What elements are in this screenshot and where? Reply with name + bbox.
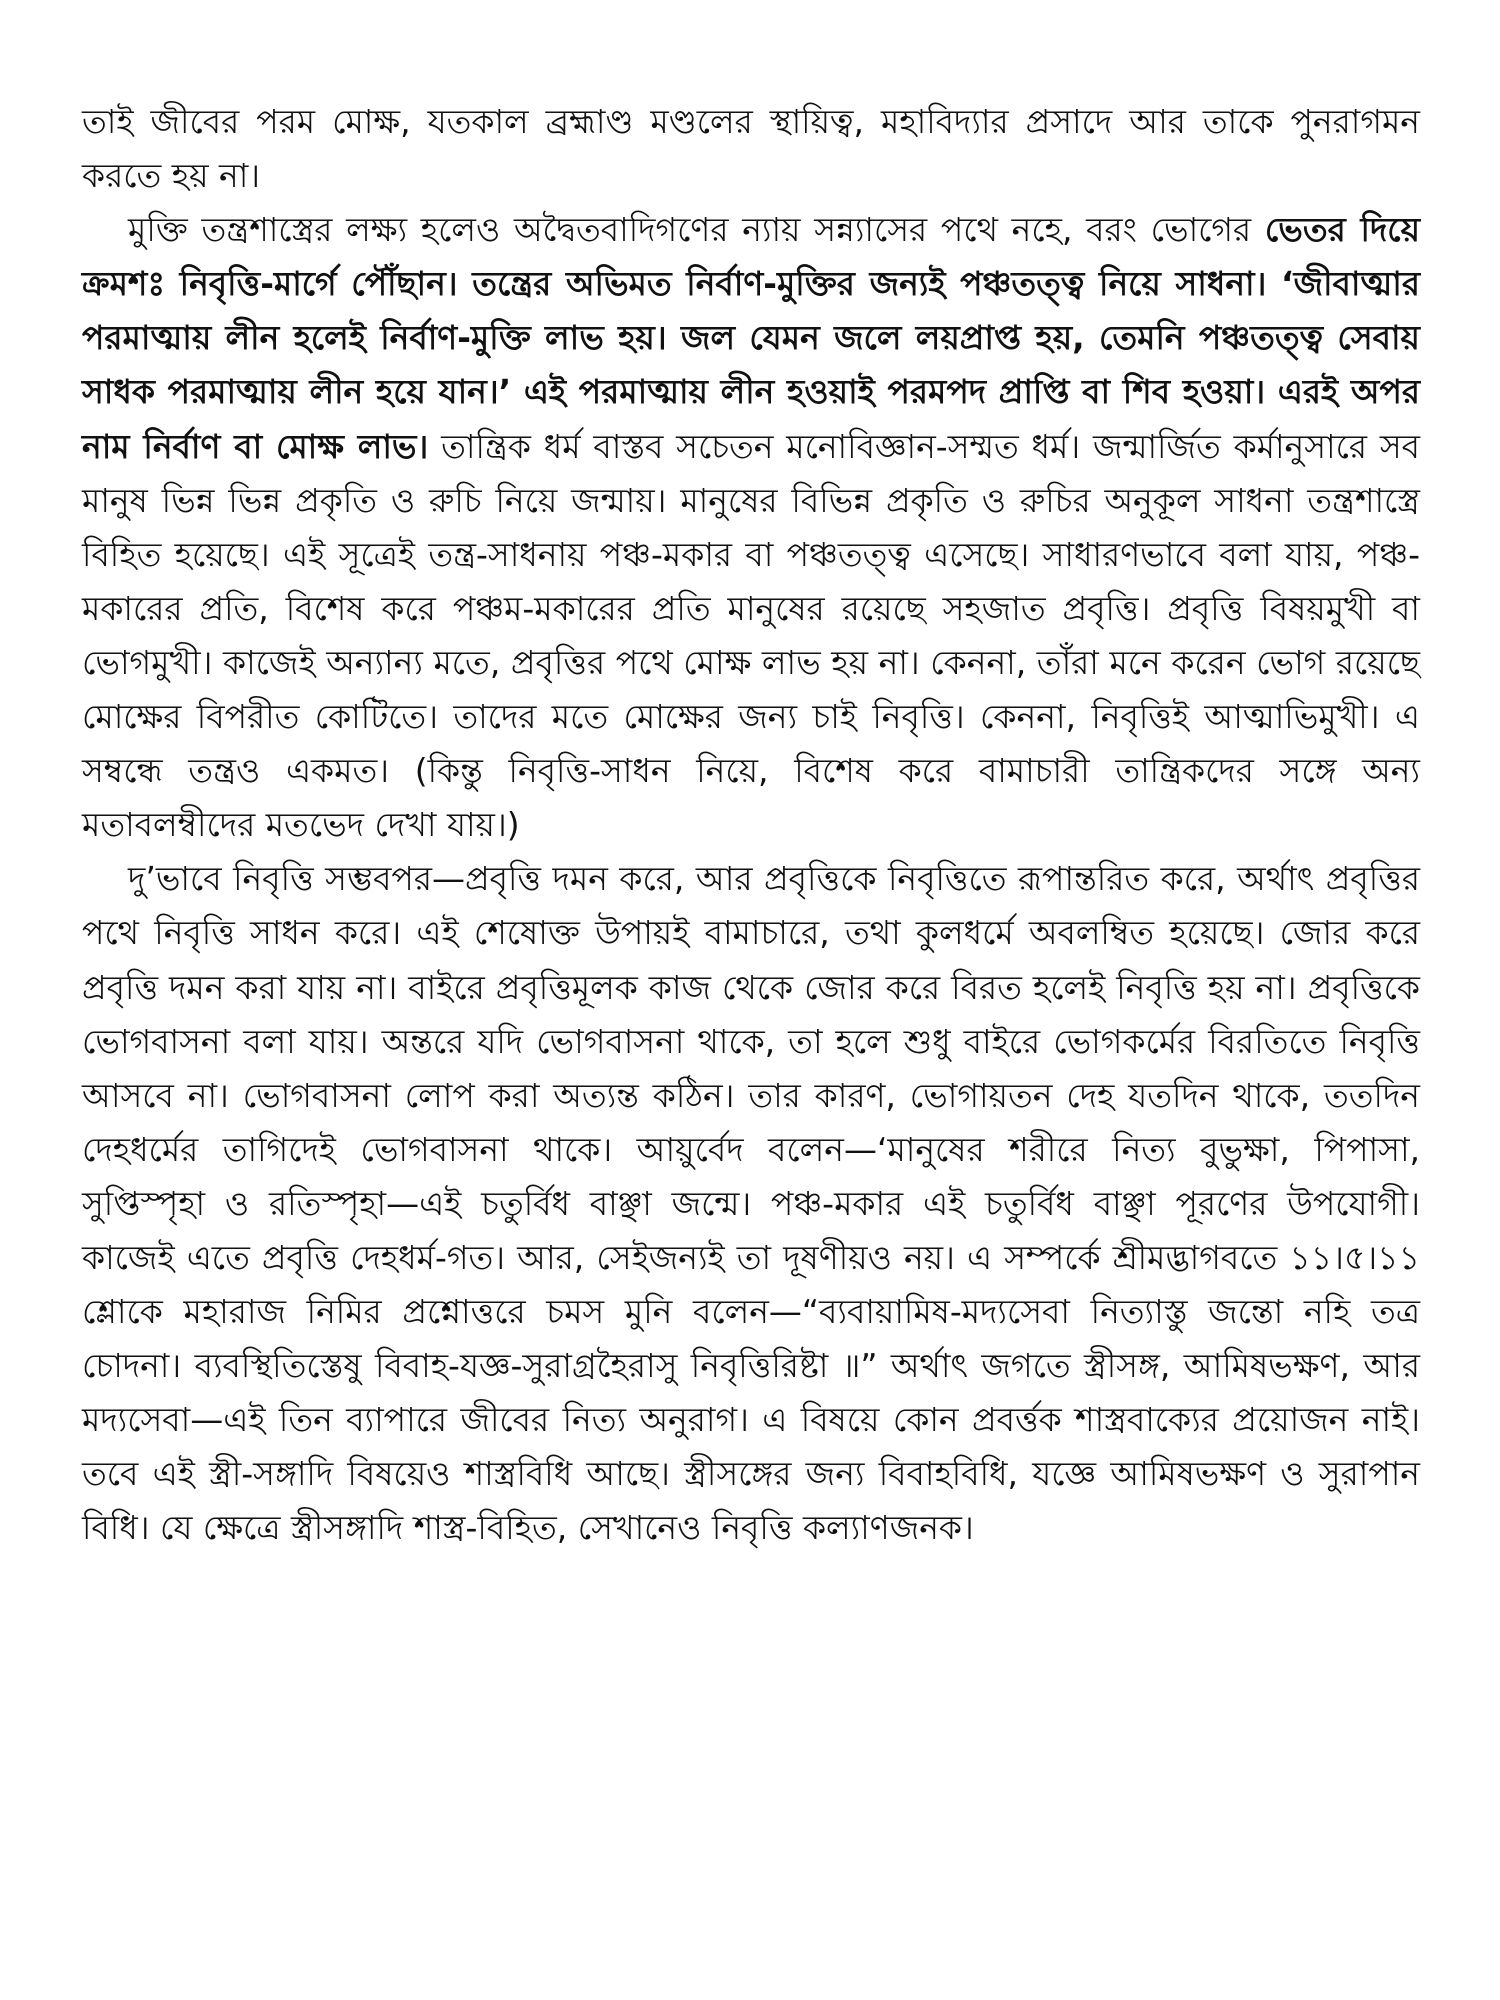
paragraph-2-continuation: তান্ত্রিক ধর্ম বাস্তব সচেতন মনোবিজ্ঞান-সম্মত ধর্ম। জন্মার্জিত কর্মানুসারে সব মানুষ ভিন্ন ভিন্ন প্রকৃতি ও রুচি নিয়ে জন্মায়। মানুষের বিভিন্ন প্রকৃতি ও রুচির অনুকূল সাধনা তন্ত্রশাস্ত্রে বিহিত হয়েছে। এই সূত্রেই তন্ত্র-সাধনায় পঞ্চ-মকার বা পঞ্চতত্ত্ব এসেছে। সাধারণভাবে বলা যায়, পঞ্চ-মকারের প্রতি, বিশেষ করে পঞ্চম-মকারের প্রতি মানুষের রয়েছে সহজাত প্রবৃত্তি। প্রবৃত্তি বিষয়মুখী বা ভোগমুখী। কাজেই অন্যান্য মতে, প্রবৃত্তির পথে মোক্ষ লাভ হয় না। কেননা, তাঁরা মনে করেন ভোগ রয়েছে মোক্ষের বিপরীত কোটিতে। তাদের মতে মোক্ষের জন্য চাই নিবৃত্তি। কেননা, নিবৃত্তিই আত্মাভিমুখী। এ সম্বন্ধে তন্ত্রও একমত। (কিন্তু নিবৃত্তি-সাধন নিয়ে, বিশেষ করে বামাচারী তান্ত্রিকদের সঙ্গে অন্য মতাবলম্বীদের মতভেদ দেখা যায়।) [82, 426, 1421, 845]
paragraph-3: দু’ভাবে নিবৃত্তি সম্ভবপর—প্রবৃত্তি দমন করে, আর প্রবৃত্তিকে নিবৃত্তিতে রূপান্তরিত করে, অর্থাৎ প্রবৃত্তির পথে নিবৃত্তি সাধন করে। এই শেষোক্ত উপায়ই বামাচারে, তথা কুলধর্মে অবলম্বিত হয়েছে। জোর করে প্রবৃত্তি দমন করা যায় না। বাইরে প্রবৃত্তিমূলক কাজ থেকে জোর করে বিরত হলেই নিবৃত্তি হয় না। প্রবৃত্তিকে ভোগবাসনা বলা যায়। অন্তরে যদি ভোগবাসনা থাকে, তা হলে শুধু বাইরে ভোগকর্মের বিরতিতে নিবৃত্তি আসবে না। ভোগবাসনা লোপ করা অত্যন্ত কঠিন। তার কারণ, ভোগায়তন দেহ যতদিন থাকে, ততদিন দেহধর্মের তাগিদেই ভোগবাসনা থাকে। আয়ুর্বেদ বলেন—‘মানুষের শরীরে নিত্য বুভুক্ষা, পিপাসা, সুপ্তিস্পৃহা ও রতিস্পৃহা—এই চতুর্বিধ বাঞ্ছা জন্মে। পঞ্চ-মকার এই চতুর্বিধ বাঞ্ছা পূরণের উপযোগী। কাজেই এতে প্রবৃত্তি দেহধর্ম-গত। আর, সেইজন্যই তা দূষণীয়ও নয়। এ সম্পর্কে শ্রীমদ্ভাগবতে ১১।৫।১১ শ্লোকে মহারাজ নিমির প্রশ্নোত্তরে চমস মুনি বলেন—“ব্যবায়ামিষ-মদ্যসেবা নিত্যাস্তু জন্তো নহি তত্র চোদনা। ব্যবস্থিতিস্তেষু বিবাহ-যজ্ঞ-সুরাগ্রহৈরাসু নিবৃত্তিরিষ্টা ॥” অর্থাৎ জগতে স্ত্রীসঙ্গ, আমিষভক্ষণ, আর মদ্যসেবা—এই তিন ব্যাপারে জীবের নিত্য অনুরাগ। এ বিষয়ে কোন প্রবর্ত্তক শাস্ত্রবাক্যের প্রয়োজন নাই। তবে এই স্ত্রী-সঙ্গাদি বিষয়েও শাস্ত্রবিধি আছে। স্ত্রীসঙ্গের জন্য বিবাহবিধি, যজ্ঞে আমিষভক্ষণ ও সুরাপান বিধি। যে ক্ষেত্রে স্ত্রীসঙ্গাদি শাস্ত্র-বিহিত, সেখানেও নিবৃত্তি কল্যাণজনক। [82, 859, 1420, 1548]
paragraph-2 [82, 203, 1420, 852]
paragraph-2-bold-passage: ভেতর দিয়ে ক্রমশঃ নিবৃত্তি-মার্গে পৌঁছান। তন্ত্রের অভিমত নির্বাণ-মুক্তির জন্যই পঞ্চতত্ত্ব নিয়ে সাধনা। ‘জীবাত্মার পরমাত্মায় লীন হলেই নির্বাণ-মুক্তি লাভ হয়। জল যেমন জলে লয়প্রাপ্ত হয়, তেমনি পঞ্চতত্ত্ব সেবায় সাধক পরমাত্মায় লীন হয়ে যান।’ এই পরমাত্মায় লীন হওয়াই পরমপদ প্রাপ্তি বা শিব হওয়া। এরই অপর নাম নির্বাণ বা মোক্ষ লাভ। [82, 210, 1421, 466]
book-page [82, 95, 1420, 1935]
paragraph-2-opening: মুক্তি তন্ত্রশাস্ত্রের লক্ষ্য হলেও অদ্বৈতবাদিগণের ন্যায় সন্ন্যাসের পথে নহে, বরং ভোগের [128, 210, 1265, 250]
paragraph-1: তাই জীবের পরম মোক্ষ, যতকাল ব্রহ্মাণ্ড মণ্ডলের স্থায়িত্ব, মহাবিদ্যার প্রসাদে আর তাকে পুনরাগমন করতে হয় না। [82, 102, 1420, 196]
